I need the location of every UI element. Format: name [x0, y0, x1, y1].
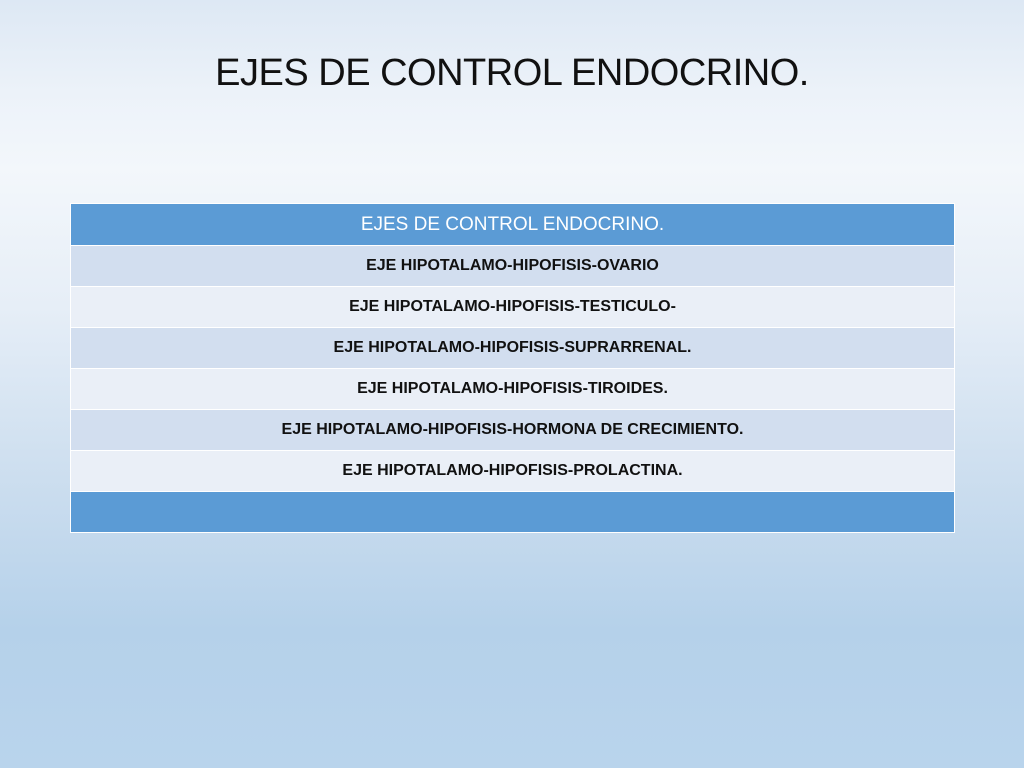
table-cell: EJE HIPOTALAMO-HIPOFISIS-TIROIDES.	[71, 369, 955, 410]
table-cell: EJE HIPOTALAMO-HIPOFISIS-TESTICULO-	[71, 287, 955, 328]
table-row	[71, 328, 955, 369]
table-cell: EJE HIPOTALAMO-HIPOFISIS-PROLACTINA.	[71, 451, 955, 492]
table-row	[71, 451, 955, 492]
axes-table	[70, 203, 955, 533]
slide-title: EJES DE CONTROL ENDOCRINO.	[215, 52, 809, 94]
table-cell: EJE HIPOTALAMO-HIPOFISIS-HORMONA DE CRECIMIENTO.	[71, 410, 955, 451]
table-row	[71, 410, 955, 451]
table-row	[71, 246, 955, 287]
table-header-cell: EJES DE CONTROL ENDOCRINO.	[71, 204, 955, 246]
table-cell: EJE HIPOTALAMO-HIPOFISIS-OVARIO	[71, 246, 955, 287]
axes-table-container	[70, 203, 955, 533]
table-header-row	[71, 204, 955, 246]
table-row	[71, 369, 955, 410]
table-cell: EJE HIPOTALAMO-HIPOFISIS-SUPRARRENAL.	[71, 328, 955, 369]
table-row	[71, 287, 955, 328]
table-footer-cell	[71, 492, 955, 533]
table-footer-row	[71, 492, 955, 533]
